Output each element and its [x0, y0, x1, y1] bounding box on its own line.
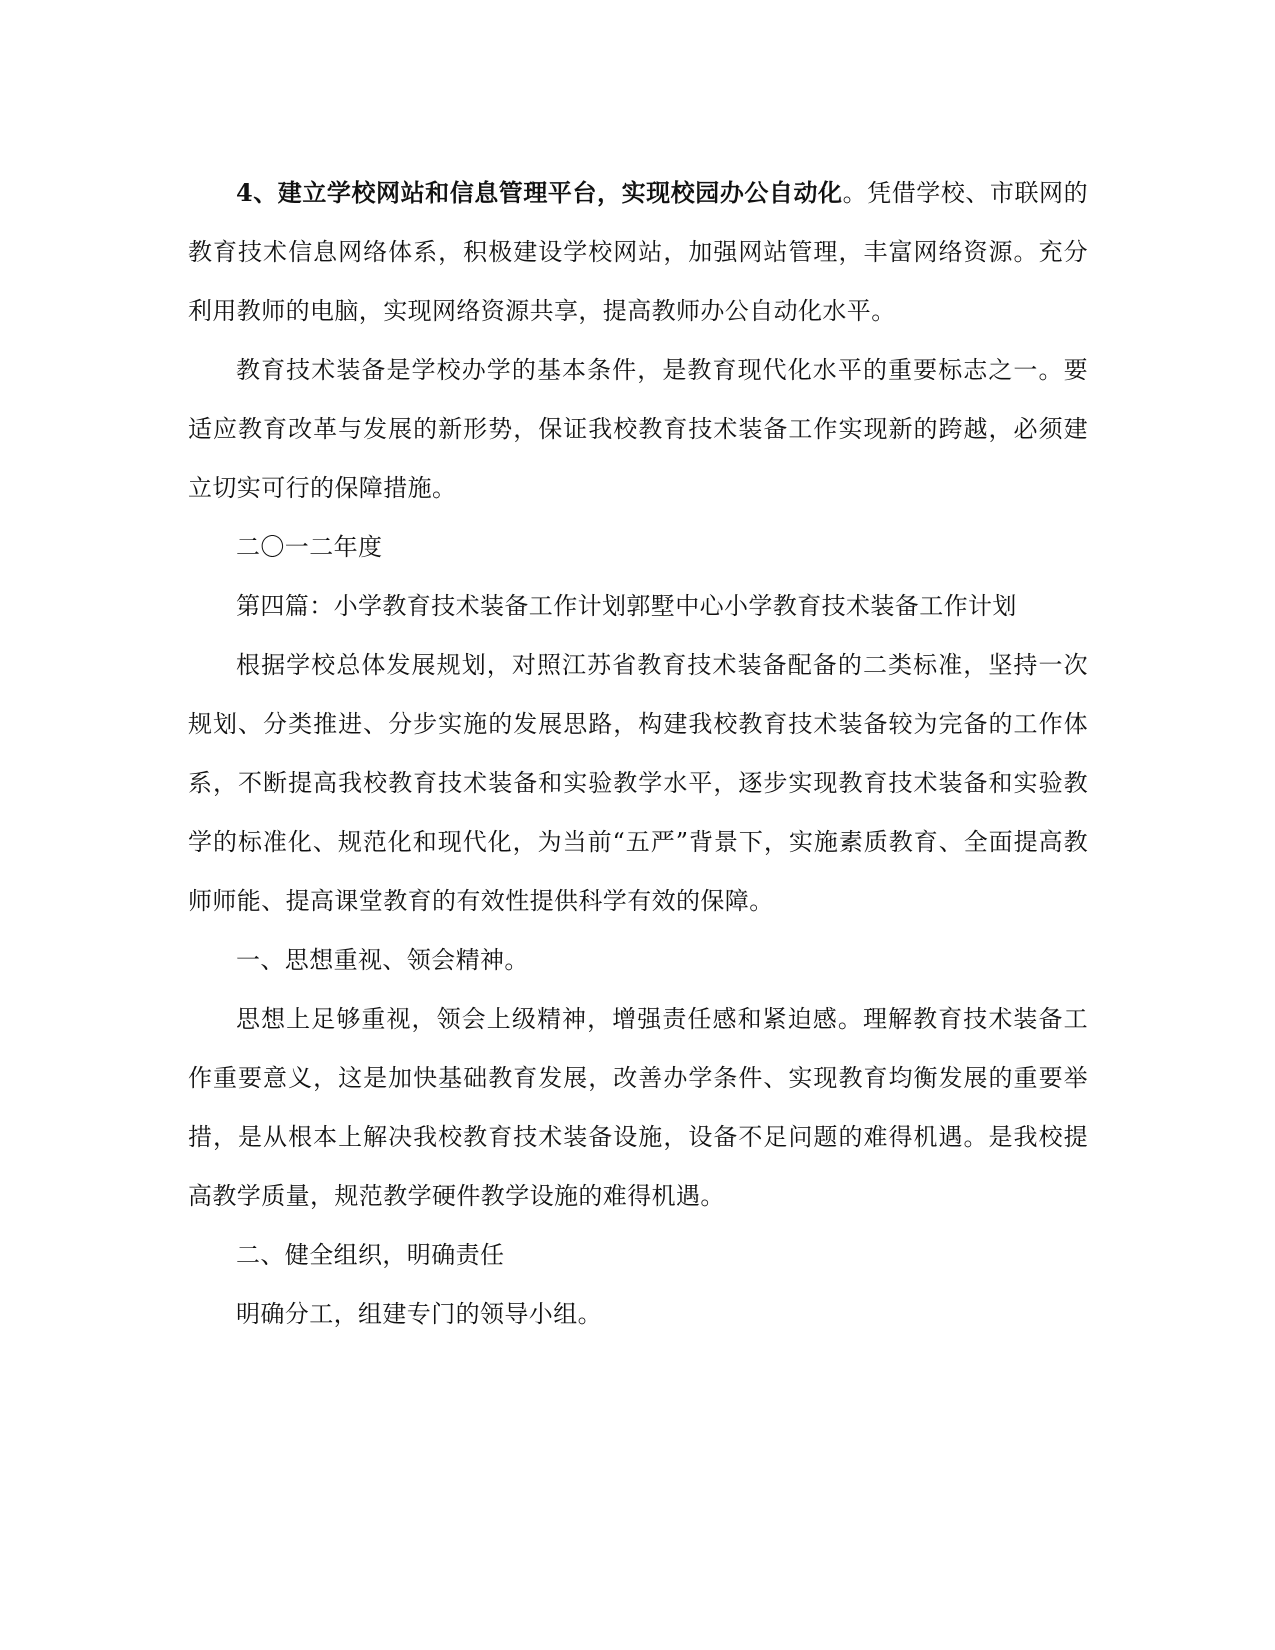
section-heading-1: 一、思想重视、领会精神。: [236, 946, 529, 974]
paragraph-year: 二〇一二年度: [236, 533, 383, 561]
paragraph-equipment-basis: 教育技术装备是学校办学的基本条件，是教育现代化水平的重要标志之一。要适应教育改革与发展的新形势，保证我校教育技术装备工作实现新的跨越，必须建立切实可行的保障措施。: [188, 356, 1088, 502]
section-heading-2: 二、健全组织，明确责任: [236, 1241, 505, 1269]
paragraph-chapter-title: 第四篇：小学教育技术装备工作计划郭墅中心小学教育技术装备工作计划: [236, 592, 1017, 620]
paragraph-thinking: 思想上足够重视，领会上级精神，增强责任感和紧迫感。理解教育技术装备工作重要意义，这是加快基础教育发展，改善办学条件、实现教育均衡发展的重要举措，是从根本上解决我校教育技术装备设施，设备不足问题的难得机遇。是我校提高教学质量，规范教学硬件教学设施的难得机遇。: [188, 1005, 1088, 1210]
paragraph-division: 明确分工，组建专门的领导小组。: [236, 1300, 602, 1328]
paragraph-text: 。凭借学校、市联网的教育技术信息网络体系，积极建设学校网站，加强网站管理，丰富网络资源。充分利用教师的电脑，实现网络资源共享，提高教师办公自动化水平。: [188, 179, 1088, 325]
paragraph-bold-lead: 4、建立学校网站和信息管理平台，实现校园办公自动化: [236, 178, 843, 207]
paragraph-planning: 根据学校总体发展规划，对照江苏省教育技术装备配备的二类标准，坚持一次规划、分类推进、分步实施的发展思路，构建我校教育技术装备较为完备的工作体系，不断提高我校教育技术装备和实验教学水平，逐步实现教育技术装备和实验教学的标准化、规范化和现代化，为当前“五严”背景下，实施素质教育、全面提高教师师能、提高课堂教育的有效性提供科学有效的保障。: [188, 651, 1088, 915]
document-body: [188, 163, 1088, 1344]
paragraph-website-platform: [188, 163, 1088, 341]
